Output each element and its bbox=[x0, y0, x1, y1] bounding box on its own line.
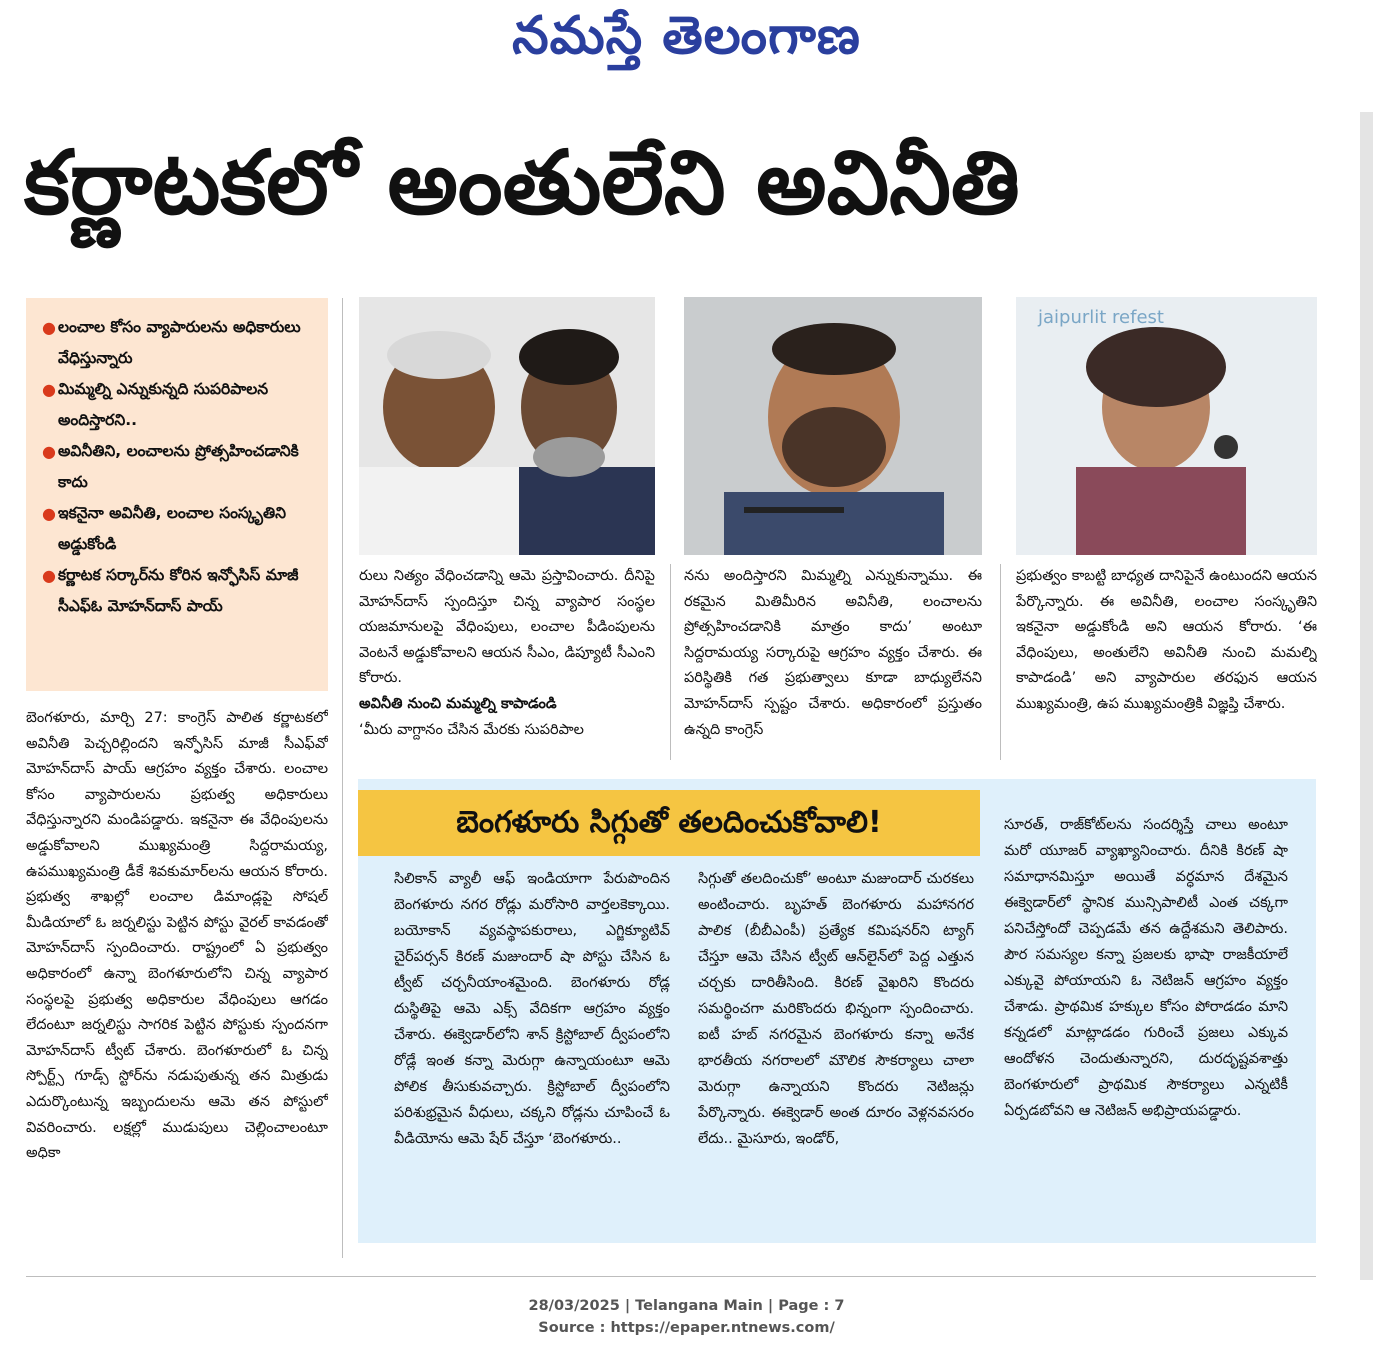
bullet-icon: ● bbox=[42, 380, 56, 399]
bullet-icon: ● bbox=[42, 442, 56, 461]
highlight-item bbox=[42, 374, 316, 436]
photo-banner-text: jaipurlit refest bbox=[1038, 307, 1164, 328]
article-column-3 bbox=[684, 564, 982, 760]
highlight-text: ఇకనైనా అవినీతి, లంచాల సంస్కృతిని అడ్డుకోండి bbox=[58, 504, 286, 553]
page-edge-strip bbox=[1360, 112, 1373, 1280]
sidebar-story-column-3 bbox=[1004, 812, 1288, 1230]
sidebar-story-column-1 bbox=[394, 866, 670, 1230]
masthead-logo: నమస్తే తెలంగాణ bbox=[512, 6, 861, 66]
photo-politicians bbox=[359, 297, 655, 555]
article-text: బెంగళూరు, మార్చి 27: కాంగ్రెస్ పాలిత కర్ణాటకలో అవినీతి పెచ్చరిల్లిందని ఇన్ఫోసిస్ మాజీ సీఎఫ్‌వో మోహన్‌దాస్ పాయ్ ఆగ్రహం వ్యక్తం చేశారు. లంచాల కోసం వ్యాపారులను ప్రభుత్వ అధికారులు వేధిస్తున్నారని మండిపడ్డారు. ఇకనైనా ఈ వేధింపులను అడ్డుకోవాలని ముఖ్యమంత్రి సిద్దరామయ్య, ఉపముఖ్యమంత్రి డీకే శివకుమార్‌లను ఆయన కోరారు. ప్రభుత్వ శాఖల్లో లంచాల డిమాండ్లపై సోషల్ మీడియాలో ఓ జర్నలిస్టు పెట్టిన పోస్టు వైరల్ కావడంతో మోహన్‌దాస్ స్పందించారు. రాష్ట్రంలో ఏ ప్రభుత్వం అధికారంలో ఉన్నా బెంగళూరులోని చిన్న వ్యాపార సంస్థలపై ప్రభుత్వ అధికారుల వేధింపులు ఆగడం లేదంటూ జర్నలిస్టు సాగరిక పెట్టిన పోస్టుకు స్పందనగా మోహన్‌దాస్ ట్వీట్ చేశారు. బెంగళూరులో ఓ చిన్న స్పోర్ట్స్ గూడ్స్ స్టోర్‌ను నడుపుతున్న తన మిత్రుడు ఎదుర్కొంటున్న ఇబ్బందులను ఆమె తన పోస్టులో వివరించారు. లక్షల్లో ముడుపులు చెల్లించాలంటూ అధికా bbox=[26, 710, 328, 1162]
article-text: రులు నిత్యం వేధించడాన్ని ఆమె ప్రస్తావించారు. దీనిపై మోహన్‌దాస్ స్పందిస్తూ చిన్న వ్యాపార సంస్థల యజమానులపై వేధింపులు, లంచాల పీడింపులను వెంటనే అడ్డుకోవాలని ఆయన సీఎం, డిప్యూటీ సీఎంని కోరారు. bbox=[359, 568, 655, 687]
article-text: సిలికాన్ వ్యాలీ ఆఫ్ ఇండియాగా పేరుపొందిన బెంగళూరు నగర రోడ్లు మరోసారి వార్తలకెక్కాయి. బయోకాన్ వ్యవస్థాపకురాలు, ఎగ్జిక్యూటివ్ చైర్‌పర్సన్ కిరణ్ మజుందార్ షా పోస్టు చేసిన ఓ ట్వీట్ చర్చనీయాంశమైంది. బెంగళూరు రోడ్ల దుస్థితిపై ఆమె ఎక్స్ వేదికగా ఆగ్రహం వ్యక్తం చేశారు. ఈక్వెడార్‌లోని శాన్ క్రిస్టోబాల్ ద్వీపంలోని రోడ్లే ఇంత కన్నా మెరుగ్గా ఉన్నాయంటూ ఆమె పోలిక తీసుకువచ్చారు. క్రిస్టోబాల్ ద్వీపంలోని పరిశుభ్రమైన వీధులు, చక్కని రోడ్లను చూపించే ఓ వీడియోను ఆమె షేర్ చేస్తూ ‘బెంగళూరు.. bbox=[394, 871, 670, 1147]
sidebar-story-column-2 bbox=[698, 866, 974, 1230]
highlight-item bbox=[42, 498, 316, 560]
highlight-text: అవినీతిని, లంచాలను ప్రోత్సహించడానికి కాదు bbox=[58, 442, 299, 491]
article-subhead: అవినీతి నుంచి మమ్మల్ని కాపాడండి bbox=[359, 695, 557, 712]
article-column-2 bbox=[359, 564, 655, 760]
column-divider bbox=[342, 298, 343, 1258]
footer-rule bbox=[26, 1276, 1316, 1277]
bullet-icon: ● bbox=[42, 504, 56, 523]
highlight-item bbox=[42, 312, 316, 374]
footer-source-line: Source : https://epaper.ntnews.com/ bbox=[538, 1320, 835, 1336]
highlights-box bbox=[26, 298, 328, 691]
bullet-icon: ● bbox=[42, 566, 56, 585]
highlight-text: లంచాల కోసం వ్యాపారులను అధికారులు వేధిస్తున్నారు bbox=[58, 318, 301, 367]
highlight-text: మిమ్మల్ని ఎన్నుకున్నది సుపరిపాలన అందిస్తారని.. bbox=[58, 380, 269, 429]
article-text: ప్రభుత్వం కాబట్టి బాధ్యత దానిపైనే ఉంటుందని ఆయన పేర్కొన్నారు. ఈ అవినీతి, లంచాల సంస్కృతిని ఇకనైనా అడ్డుకోండి అని ఆయన కోరారు. ‘ఈ వేధింపులు, అంతులేని అవినీతి నుంచి మమల్ని కాపాడండి’ అని వ్యాపారుల తరఫున ఆయన ముఖ్యమంత్రి, ఉప ముఖ్యమంత్రికి విజ్ఞప్తి చేశారు. bbox=[1016, 568, 1317, 712]
column-divider bbox=[1000, 564, 1001, 760]
sidebar-story-title: బెంగళూరు సిగ్గుతో తలదించుకోవాలి! bbox=[358, 790, 980, 856]
article-text: సిగ్గుతో తలదించుకో’ అంటూ మజుందార్ చురకలు అంటించారు. బృహత్ బెంగళూరు మహానగర పాలిక (బీబీఎంపీ) ప్రత్యేక కమిషనర్‌ని ట్యాగ్ చేస్తూ ఆమె చేసిన ట్వీట్ ఆన్‌లైన్‌లో పెద్ద ఎత్తున చర్చకు దారితీసింది. కిరణ్ వైఖరిని కొందరు సమర్థించగా మరికొందరు భిన్నంగా స్పందించారు. ఐటీ హబ్ నగరమైన బెంగళూరు కన్నా అనేక భారతీయ నగరాలలో మౌలిక సౌకర్యాలు చాలా మెరుగ్గా ఉన్నాయని కొందరు నెటిజన్లు పేర్కొన్నారు. ఈక్వెడార్ అంత దూరం వెళ్లనవసరం లేదు.. మైసూరు, ఇండోర్, bbox=[698, 871, 974, 1147]
article-text: నను అందిస్తారని మిమ్మల్ని ఎన్నుకున్నాము. ఈ రకమైన మితిమీరిన అవినీతి, లంచాలను ప్రోత్సహించడానికి మాత్రం కాదు’ అంటూ సిద్దరామయ్య సర్కారుపై ఆగ్రహం వ్యక్తం చేశారు. ఈ పరిస్థితికి గత ప్రభుత్వాలు కూడా బాధ్యులేనని మోహన్‌దాస్ స్పష్టం చేశారు. అధికారంలో ప్రస్తుతం ఉన్నది కాంగ్రెస్ bbox=[684, 568, 982, 738]
article-column-4 bbox=[1016, 564, 1317, 760]
article-text: సూరత్, రాజ్‌కోట్‌లను సందర్శిస్తే చాలు అంటూ మరో యూజర్ వ్యాఖ్యానించారు. దీనికి కిరణ్ షా సమాధానమిస్తూ అయితే వర్ధమాన దేశమైన ఈక్వెడార్‌లో స్థానిక మున్సిపాలిటీ ఎంత చక్కగా పనిచేస్తోందో చెప్పడమే తన ఉద్దేశమని తెలిపారు. పౌర సమస్యల కన్నా ప్రజలకు భాషా రాజకీయాలే ఎక్కువై పోయాయని ఓ నెటిజన్ ఆగ్రహం వ్యక్తం చేశాడు. ప్రాథమిక హక్కుల కోసం పోరాడడం మాని కన్నడలో మాట్లాడడం గురించే ప్రజలు ఎక్కువ ఆందోళన చెందుతున్నారని, దురదృష్టవశాత్తు బెంగళూరులో ప్రాథమిక సౌకర్యాలు ఎన్నటికీ ఏర్పడబోవని ఆ నెటిజన్ అభిప్రాయపడ్డారు. bbox=[1004, 817, 1288, 1119]
photo-mohandas-pai bbox=[684, 297, 982, 555]
article-text: ‘మీరు వాగ్దానం చేసిన మేరకు సుపరిపాల bbox=[359, 721, 584, 738]
highlight-text: కర్ణాటక సర్కార్‌ను కోరిన ఇన్ఫోసిస్ మాజీ సీఎఫ్ఓ మోహన్‌దాస్ పాయ్ bbox=[58, 566, 299, 615]
footer-date-line: 28/03/2025 | Telangana Main | Page : 7 bbox=[528, 1298, 845, 1314]
highlight-item bbox=[42, 436, 316, 498]
column-divider bbox=[670, 564, 671, 760]
highlight-item bbox=[42, 560, 316, 622]
page-headline: కర్ణాటకలో అంతులేని అవినీతి bbox=[24, 131, 1020, 234]
article-column-1 bbox=[26, 706, 328, 1276]
photo-kiran-mazumdar-shaw bbox=[1016, 297, 1317, 555]
bullet-icon: ● bbox=[42, 318, 56, 337]
